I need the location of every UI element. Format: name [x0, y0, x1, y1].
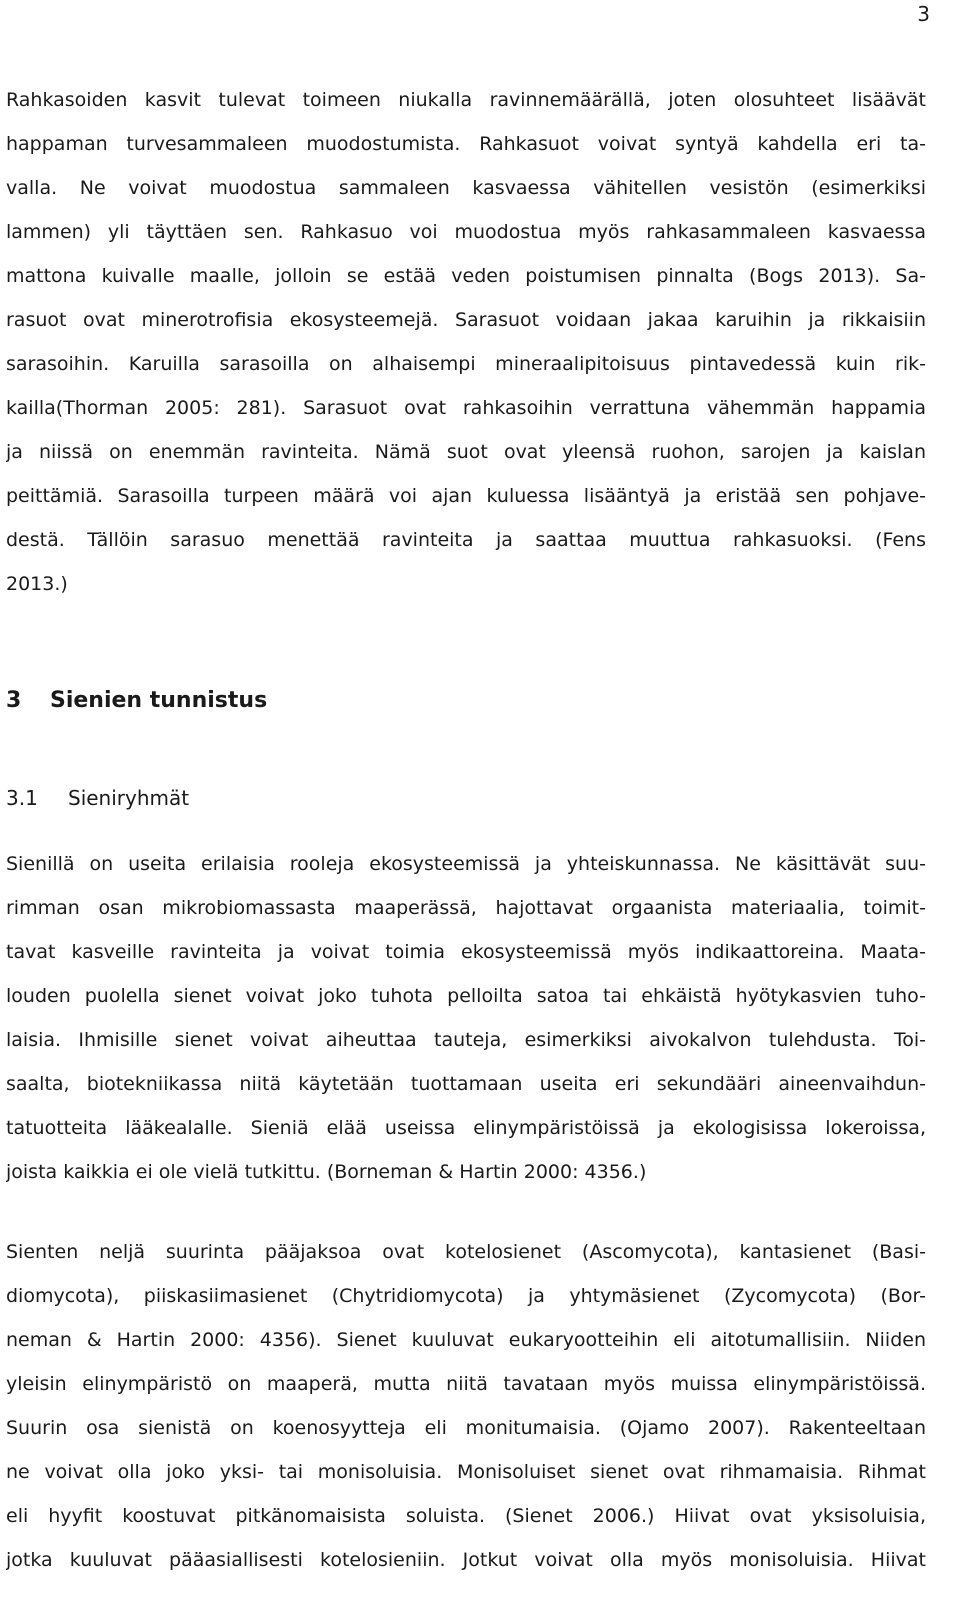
- section-number: 3: [6, 688, 22, 713]
- subsection-number: 3.1: [6, 786, 38, 810]
- text-line: Sienillä on useita erilaisia rooleja ekosysteemissä ja yhteiskunnassa. Ne käsittävät suu-: [6, 853, 926, 875]
- text-line: 2013.): [6, 573, 68, 595]
- text-line: peittämiä. Sarasoilla turpeen määrä voi ajan kuluessa lisääntyä ja eristää sen pohjave-: [6, 485, 926, 507]
- text-line: diomycota), piiskasiimasienet (Chytridiomycota) ja yhtymäsienet (Zycomycota) (Bor-: [6, 1285, 926, 1307]
- text-line: valla. Ne voivat muodostua sammaleen kasvaessa vähitellen vesistön (esimerkiksi: [6, 177, 926, 199]
- text-line: jotka kuuluvat pääasiallisesti kotelosieniin. Jotkut voivat olla myös monisoluisia. Hiivat: [6, 1549, 926, 1571]
- text-line: saalta, biotekniikassa niitä käytetään tuottamaan useita eri sekundääri aineenvaihdun-: [6, 1073, 926, 1095]
- text-line: kailla(Thorman 2005: 281). Sarasuot ovat rahkasoihin verrattuna vähemmän happamia: [6, 397, 926, 419]
- text-line: happaman turvesammaleen muodostumista. Rahkasuot voivat syntyä kahdella eri ta-: [6, 133, 926, 155]
- text-line: ne voivat olla joko yksi- tai monisoluisia. Monisoluiset sienet ovat rihmamaisia. Rihmat: [6, 1461, 926, 1483]
- text-line: Suurin osa sienistä on koenosyytteja eli monitumaisia. (Ojamo 2007). Rakenteeltaan: [6, 1417, 926, 1439]
- text-line: Sienten neljä suurinta pääjaksoa ovat kotelosienet (Ascomycota), kantasienet (Basi-: [6, 1241, 926, 1263]
- page-number: 3: [917, 2, 930, 26]
- text-line: tavat kasveille ravinteita ja voivat toimia ekosysteemissä myös indikaattoreina. Maata-: [6, 941, 926, 963]
- text-line: joista kaikkia ei ole vielä tutkittu. (Borneman & Hartin 2000: 4356.): [6, 1161, 647, 1183]
- section-title: Sienien tunnistus: [50, 688, 268, 713]
- text-line: louden puolella sienet voivat joko tuhota pelloilta satoa tai ehkäistä hyötykasvien tuho-: [6, 985, 926, 1007]
- text-line: ja niissä on enemmän ravinteita. Nämä suot ovat yleensä ruohon, sarojen ja kaislan: [6, 441, 926, 463]
- text-line: rimman osan mikrobiomassasta maaperässä, hajottavat orgaanista materiaalia, toimit-: [6, 897, 926, 919]
- subsection-title: Sieniryhmät: [68, 786, 190, 810]
- text-line: lammen) yli täyttäen sen. Rahkasuo voi muodostua myös rahkasammaleen kasvaessa: [6, 221, 926, 243]
- text-line: eli hyyfit koostuvat pitkänomaisista soluista. (Sienet 2006.) Hiivat ovat yksisoluisia,: [6, 1505, 926, 1527]
- text-line: mattona kuivalle maalle, jolloin se estää veden poistumisen pinnalta (Bogs 2013). Sa-: [6, 265, 926, 287]
- text-line: Rahkasoiden kasvit tulevat toimeen niukalla ravinnemäärällä, joten olosuhteet lisäävät: [6, 89, 926, 111]
- text-line: tatuotteita lääkealalle. Sieniä elää useissa elinympäristöissä ja ekologisissa lokeroissa,: [6, 1117, 926, 1139]
- section-heading: [6, 686, 267, 716]
- text-line: destä. Tällöin sarasuo menettää ravinteita ja saattaa muuttua rahkasuoksi. (Fens: [6, 529, 926, 551]
- text-line: sarasoihin. Karuilla sarasoilla on alhaisempi mineraalipitoisuus pintavedessä kuin rik-: [6, 353, 926, 375]
- text-line: rasuot ovat minerotrofisia ekosysteemejä. Sarasuot voidaan jakaa karuihin ja rikkaisiin: [6, 309, 926, 331]
- text-line: yleisin elinympäristö on maaperä, mutta niitä tavataan myös muissa elinympäristöissä.: [6, 1373, 926, 1395]
- subsection-heading: [6, 784, 189, 812]
- text-line: neman & Hartin 2000: 4356). Sienet kuuluvat eukaryootteihin eli aitotumallisiin. Niiden: [6, 1329, 926, 1351]
- text-line: laisia. Ihmisille sienet voivat aiheuttaa tauteja, esimerkiksi aivokalvon tulehdusta. Toi-: [6, 1029, 926, 1051]
